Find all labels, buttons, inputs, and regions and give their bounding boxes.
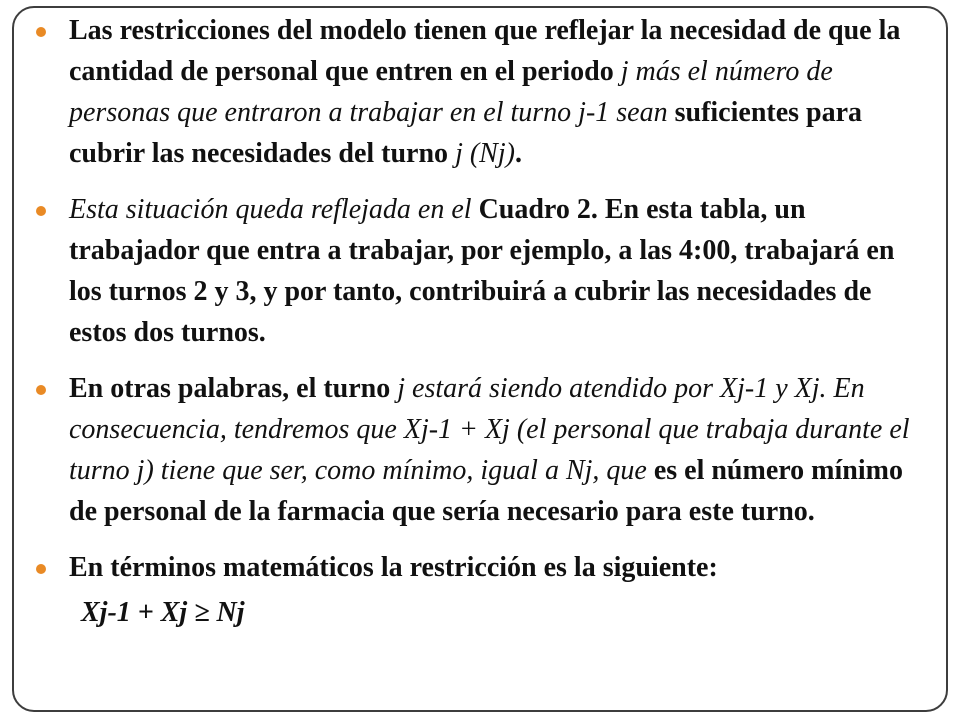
bullet-point	[36, 189, 934, 353]
bullet-point	[36, 368, 934, 532]
text-run: En otras palabras, el turno	[69, 373, 398, 404]
constraint-formula: Xj-1 + Xj ≥ Nj	[81, 597, 245, 628]
text-run: suficientes para cubrir las necesidades del turno	[69, 97, 863, 169]
text-run: j (Nj)	[455, 138, 515, 169]
bullet-point	[36, 547, 934, 588]
text-run: Esta situación queda reflejada en el	[69, 194, 479, 225]
text-run: En términos matemáticos la restricción es la siguiente:	[69, 552, 718, 583]
text-run: es el número mínimo de personal de la farmacia que sería necesario para este turno.	[69, 455, 903, 527]
text-run: Cuadro 2. En esta tabla, un trabajador que entra a trabajar, por ejemplo, a las 4:00, trabajará en los turnos 2 y 3, y por tanto, contribuirá a cubrir las necesidades de estos dos turnos.	[69, 194, 895, 348]
text-run: j estará siendo atendido por Xj-1 y Xj. En consecuencia, tendremos que Xj-1 + Xj (el personal que trabaja durante el turno j) tiene que ser, como mínimo, igual a Nj, que	[69, 373, 910, 486]
text-run: j más el número de personas que entraron a trabajar en el turno j-1 sean	[69, 56, 833, 128]
text-run: Las restricciones del modelo tienen que reflejar la necesidad de que la cantidad de personal que entren en el periodo	[69, 15, 901, 87]
slide-content	[36, 10, 934, 633]
text-run: .	[514, 138, 522, 169]
bullet-point	[36, 10, 934, 174]
